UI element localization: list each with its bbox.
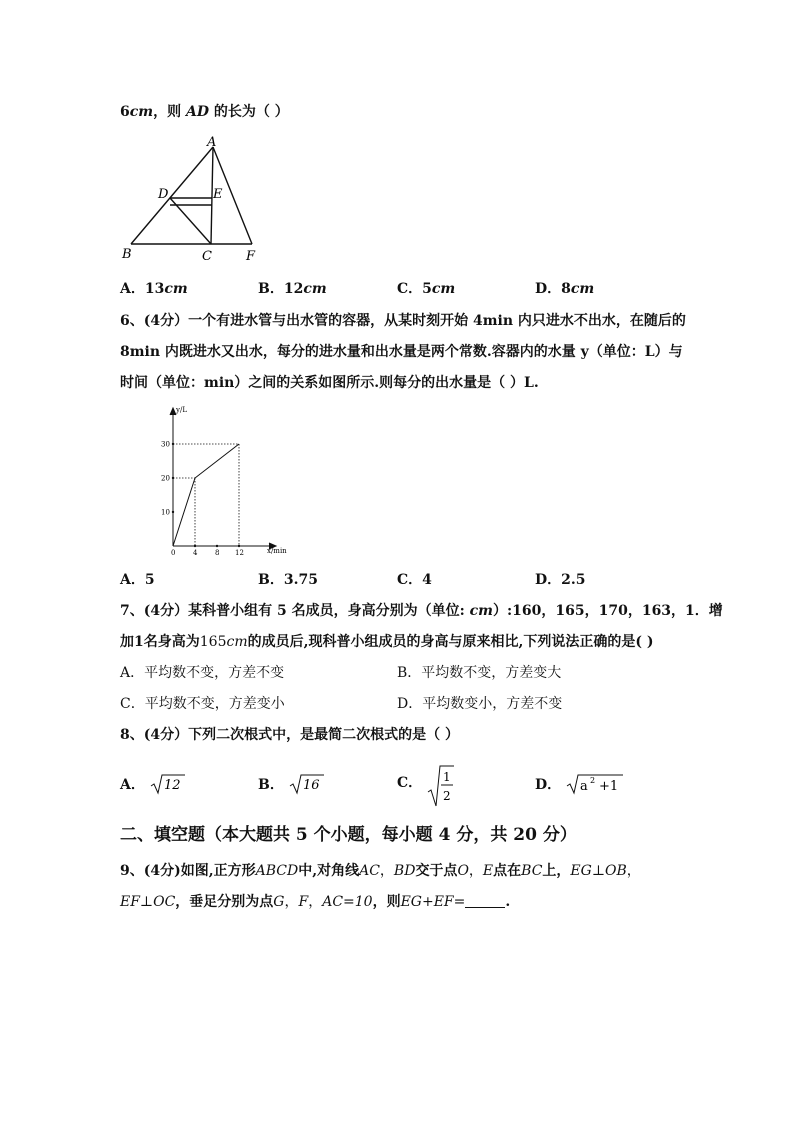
q8-option-b-key: B． <box>258 777 284 793</box>
q8-option-c[interactable] <box>397 764 455 808</box>
q8-option-c-key: C． <box>397 775 423 791</box>
q6-option-a[interactable] <box>120 571 155 589</box>
q5-option-d-unit: cm <box>570 281 595 297</box>
q9-abcd: ABCD <box>255 863 299 879</box>
q9-l2-c: ， <box>308 894 323 910</box>
q6-line-2: 8min 内既进水又出水，每分的进水量和出水量是两个常数.容器内的水量 y（单位：L）与 <box>120 344 683 360</box>
y-tick-label-30: 30 <box>161 440 170 449</box>
q8-option-d-key: D． <box>535 777 562 793</box>
q6-option-d-key: D． <box>535 572 562 588</box>
q8-option-a-key: A． <box>120 777 145 793</box>
q9-l2-a: ，垂足分别为点 <box>175 894 274 910</box>
chart-xlabel: x/min <box>267 547 287 555</box>
series-line <box>173 444 239 546</box>
x-tick-dot-12 <box>238 545 240 547</box>
q9-bc: BC <box>521 863 543 879</box>
q9-l2-d: ，则 <box>372 894 401 910</box>
q9-eg-ob: EG⊥OB <box>570 863 627 879</box>
q9-l2-b: ， <box>284 894 299 910</box>
q7-option-d[interactable] <box>397 695 562 713</box>
q7-option-c[interactable] <box>120 695 285 713</box>
q6-option-a-key: A． <box>120 572 145 588</box>
chart-ylabel: y/L <box>176 406 187 414</box>
q9-l1-g: 上， <box>542 863 571 879</box>
x-tick-label-0: 0 <box>171 549 176 557</box>
q7-line-2-unit: cm <box>226 634 248 650</box>
q6-water-chart <box>146 400 296 560</box>
q7-option-d-text: 平均数变小，方差不变 <box>422 696 563 712</box>
q8-option-d[interactable] <box>535 773 624 795</box>
q6-option-d[interactable] <box>535 571 586 589</box>
q9-l1-h: ， <box>626 863 641 879</box>
y-tick-label-10: 10 <box>161 508 170 517</box>
q9-g: G <box>273 894 285 910</box>
q5-option-b-key: B． <box>258 281 284 297</box>
q5-option-d-key: D． <box>535 281 562 297</box>
q9-f: F <box>298 894 309 910</box>
q5-option-a-key: A． <box>120 281 145 297</box>
q9-l1-d: 交于点 <box>415 863 458 879</box>
sqrt-12-radical <box>150 773 186 795</box>
label-e: E <box>213 187 223 202</box>
q5-option-d[interactable] <box>535 280 594 298</box>
q5-stem <box>120 103 289 121</box>
sqrt-16-radical <box>289 773 325 795</box>
q5-option-a[interactable] <box>120 280 188 298</box>
q7-line-2-num: 165 <box>199 634 227 650</box>
q7-option-b-text: 平均数不变，方差变大 <box>421 665 562 681</box>
q7-option-b[interactable] <box>397 664 561 682</box>
sqrt-half-radical <box>427 764 455 808</box>
q7-line-2-a: 加1名身高为 <box>120 634 200 650</box>
q8-option-a[interactable] <box>120 773 186 795</box>
q6-option-c-value: 4 <box>422 572 432 588</box>
y-tick-dot-20 <box>172 477 174 479</box>
q5-stem-text-end: 的长为（ ） <box>208 104 289 120</box>
q6-option-b-value: 3.75 <box>283 572 318 588</box>
q6-option-c-key: C． <box>397 572 423 588</box>
q8-stem: 8、(4分）下列二次根式中，是最简二次根式的是（ ） <box>120 727 459 743</box>
x-tick-label-4: 4 <box>193 549 198 557</box>
q7-line-1-a: 7、(4分）某科普小组有 5 名成员，身高分别为（单位: <box>120 603 470 619</box>
q5-triangle-figure <box>118 134 278 266</box>
label-f: F <box>246 249 256 264</box>
q6-line-1: 6、(4分）一个有进水管与出水管的容器，从某时刻开始 4min 内只进水不出水，在随后的 <box>120 313 686 329</box>
q9-ac10: AC=10 <box>322 894 373 910</box>
x-tick-label-12: 12 <box>235 549 244 557</box>
q6-option-d-value: 2.5 <box>561 572 586 588</box>
q9-ac: AC <box>359 863 380 879</box>
q9-l1-e: ， <box>468 863 483 879</box>
q9-l1-c: ， <box>379 863 394 879</box>
segment-ab <box>131 147 213 244</box>
q5-option-a-unit: cm <box>164 281 188 297</box>
q8-option-b[interactable] <box>258 773 325 795</box>
q9-answer-blank[interactable] <box>465 893 505 908</box>
q8-d-plus: +1 <box>599 779 619 794</box>
x-tick-label-8: 8 <box>215 549 220 557</box>
q5-stem-num: 6 <box>120 104 130 120</box>
label-d: D <box>158 187 169 202</box>
q5-option-a-value: 13 <box>144 281 165 297</box>
q5-stem-ad: AD <box>185 104 209 120</box>
q8-d-exp: 2 <box>590 776 596 785</box>
q5-option-c-value: 5 <box>422 281 432 297</box>
q9-e: E <box>482 863 494 879</box>
y-tick-label-20: 20 <box>161 474 170 483</box>
q7-line-2-b: 的成员后,现科普小组成员的身高与原来相比,下列说法正确的是( ) <box>247 634 654 650</box>
q8-a-radicand: 12 <box>163 778 181 793</box>
q7-option-a-text: 平均数不变，方差不变 <box>144 665 285 681</box>
q9-l1-b: 中,对角线 <box>298 863 360 879</box>
q9-egef: EG+EF= <box>400 894 466 910</box>
q8-d-base: a <box>580 779 588 794</box>
q7-line-2 <box>120 633 653 651</box>
q9-line-1 <box>120 862 641 880</box>
q7-option-d-key: D． <box>397 696 423 712</box>
label-c: C <box>202 249 212 264</box>
q9-l2-e: . <box>505 894 511 910</box>
q6-option-b-key: B． <box>258 572 284 588</box>
q5-option-b[interactable] <box>258 280 327 298</box>
label-b: B <box>122 247 132 262</box>
q7-option-a[interactable] <box>120 664 284 682</box>
q5-stem-text: ，则 <box>153 104 186 120</box>
section-2-title: 二、填空题（本大题共 5 个小题，每小题 4 分，共 20 分） <box>120 825 577 845</box>
q7-option-b-key: B． <box>397 665 422 681</box>
q7-option-c-key: C． <box>120 696 145 712</box>
q5-stem-unit: cm <box>129 104 154 120</box>
q8-b-radicand: 16 <box>302 778 320 793</box>
q6-option-b[interactable] <box>258 571 318 589</box>
q9-l1-a: 9、(4分)如图,正方形 <box>120 863 256 879</box>
q6-option-a-value: 5 <box>144 572 155 588</box>
label-a: A <box>207 135 217 150</box>
q6-line-3: 时间（单位：min）之间的关系如图所示.则每分的出水量是（ ）L. <box>120 375 539 391</box>
q9-ef-oc: EF⊥OC <box>120 894 176 910</box>
y-tick-dot-10 <box>172 511 174 513</box>
q9-line-2 <box>120 893 510 911</box>
q8-c-num: 1 <box>443 770 451 784</box>
q5-option-c[interactable] <box>397 280 455 298</box>
q7-option-c-text: 平均数不变，方差变小 <box>144 696 285 712</box>
q8-c-den: 2 <box>443 789 451 803</box>
q7-option-a-key: A． <box>120 665 145 681</box>
q7-line-1-unit: cm <box>469 603 493 619</box>
q5-option-b-value: 12 <box>283 281 304 297</box>
q5-option-d-value: 8 <box>561 281 571 297</box>
q5-option-b-unit: cm <box>303 281 327 297</box>
q6-option-c[interactable] <box>397 571 432 589</box>
q5-option-c-key: C． <box>397 281 423 297</box>
q9-bd: BD <box>393 863 416 879</box>
x-tick-dot-8 <box>216 545 218 547</box>
q9-o: O <box>457 863 469 879</box>
q7-line-1 <box>120 602 723 620</box>
q5-option-c-unit: cm <box>431 281 456 297</box>
sqrt-a2-plus-1-radical <box>566 773 624 795</box>
x-tick-dot-4 <box>194 545 196 547</box>
q7-line-1-b: ）:160，165，170，163，1．增 <box>492 603 723 619</box>
y-tick-dot-30 <box>172 443 174 445</box>
q9-l1-f: 点在 <box>493 863 522 879</box>
